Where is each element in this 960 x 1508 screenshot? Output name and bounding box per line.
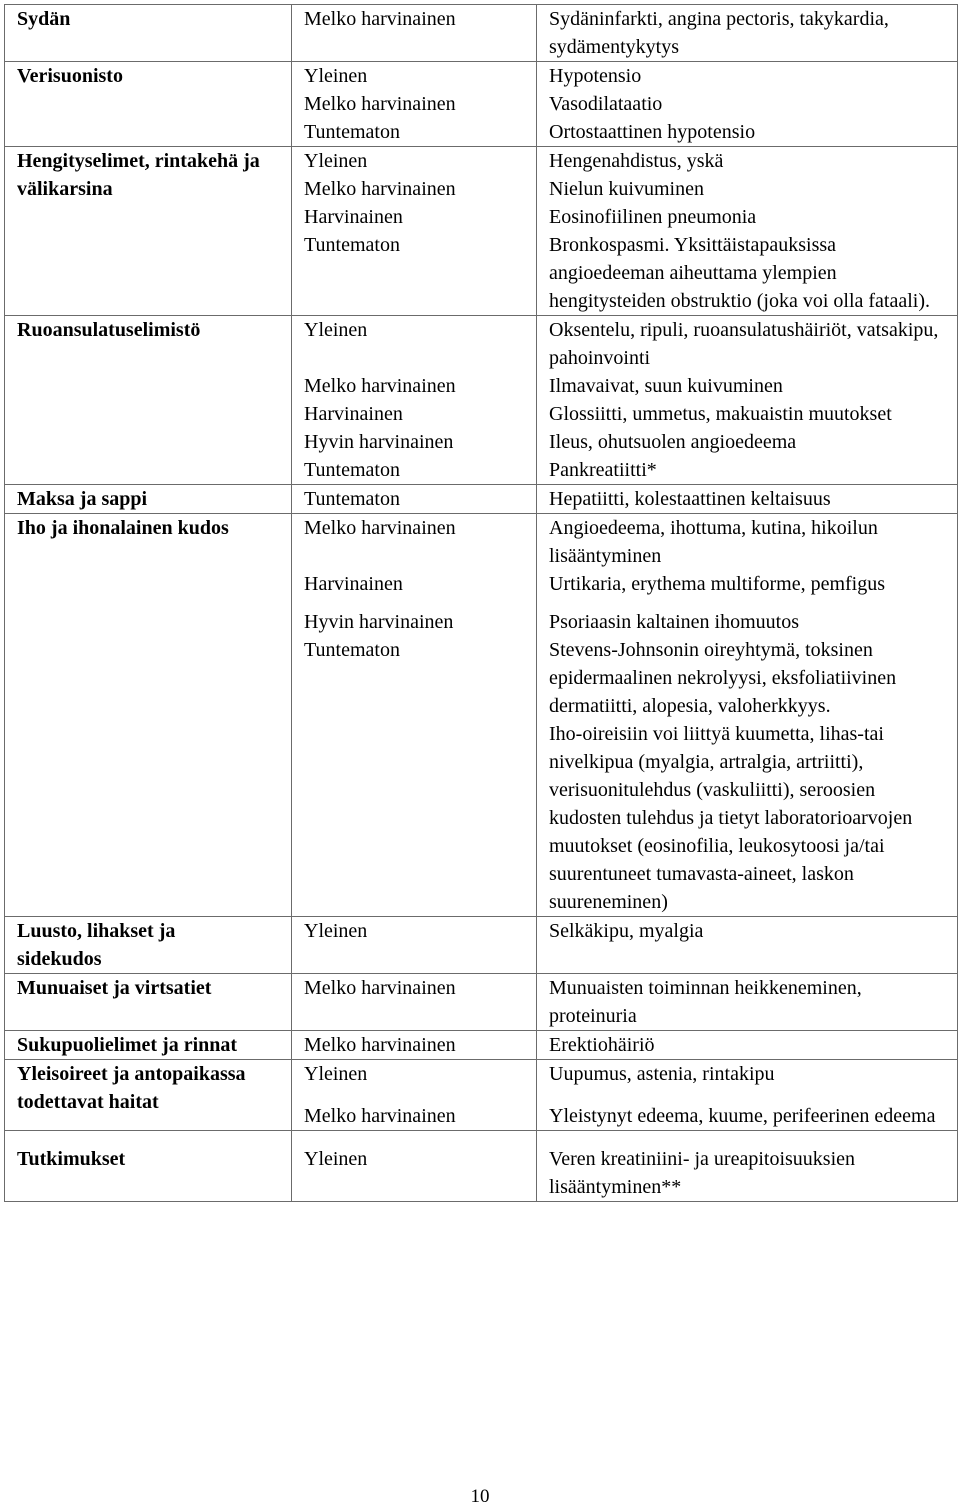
frequency-cell: Harvinainen	[292, 203, 537, 231]
effect-cell: Selkäkipu, myalgia	[537, 917, 958, 974]
effect-cell: Ileus, ohutsuolen angioedeema	[537, 428, 958, 456]
frequency-cell: Yleinen	[292, 62, 537, 91]
frequency-cell: Yleinen	[292, 1060, 537, 1103]
effect-cell	[537, 636, 958, 917]
organ-system-cell: Sukupuolielimet ja rinnat	[5, 1031, 292, 1060]
effect-cell: Hengenahdistus, yskä	[537, 147, 958, 176]
frequency-cell: Tuntematon	[292, 636, 537, 917]
adverse-effects-table	[4, 4, 958, 1202]
frequency-cell: Yleinen	[292, 1131, 537, 1202]
frequency-cell: Melko harvinainen	[292, 5, 537, 62]
effect-cell: Uupumus, astenia, rintakipu	[537, 1060, 958, 1103]
effect-cell: Nielun kuivuminen	[537, 175, 958, 203]
organ-system-cell: Hengityselimet, rintakehä ja välikarsina	[5, 147, 292, 316]
organ-system-cell: Iho ja ihonalainen kudos	[5, 514, 292, 917]
effect-cell: Bronkospasmi. Yksittäistapauksissa angioedeeman aiheuttama ylempien hengitysteiden obstruktio (joka voi olla fataali).	[537, 231, 958, 316]
table-row	[5, 5, 958, 62]
organ-system-cell: Luusto, lihakset ja sidekudos	[5, 917, 292, 974]
frequency-cell: Yleinen	[292, 147, 537, 176]
frequency-cell: Melko harvinainen	[292, 974, 537, 1031]
table-row	[5, 1031, 958, 1060]
table-row	[5, 62, 958, 91]
frequency-cell: Yleinen	[292, 917, 537, 974]
frequency-cell: Hyvin harvinainen	[292, 428, 537, 456]
table-row	[5, 974, 958, 1031]
frequency-cell: Harvinainen	[292, 400, 537, 428]
organ-system-cell: Munuaiset ja virtsatiet	[5, 974, 292, 1031]
frequency-cell: Tuntematon	[292, 485, 537, 514]
frequency-cell: Tuntematon	[292, 118, 537, 147]
organ-system-cell: Maksa ja sappi	[5, 485, 292, 514]
table-row	[5, 147, 958, 176]
effect-cell: Ortostaattinen hypotensio	[537, 118, 958, 147]
effect-cell: Hepatiitti, kolestaattinen keltaisuus	[537, 485, 958, 514]
effect-cell: Munuaisten toiminnan heikkeneminen, proteinuria	[537, 974, 958, 1031]
effect-cell: Glossiitti, ummetus, makuaistin muutokset	[537, 400, 958, 428]
frequency-cell: Melko harvinainen	[292, 175, 537, 203]
page-number: 10	[470, 1486, 490, 1507]
frequency-cell: Melko harvinainen	[292, 514, 537, 571]
effect-cell: Psoriaasin kaltainen ihomuutos	[537, 608, 958, 636]
table-row	[5, 316, 958, 373]
effect-note: Iho-oireisiin voi liittyä kuumetta, lihas-tai nivelkipua (myalgia, artralgia, artriitti), verisuonitulehdus (vaskuliitti), seroosien kudosten tulehdus ja tietyt laboratorioarvojen muutokset (eosinofilia, leukosytoosi ja/tai suurentuneet tumavasta-aineet, laskon suureneminen)	[549, 723, 913, 913]
table-row	[5, 514, 958, 571]
frequency-cell: Yleinen	[292, 316, 537, 373]
effect-cell: Urtikaria, erythema multiforme, pemfigus	[537, 570, 958, 608]
organ-system-cell: Yleisoireet ja antopaikassa todettavat haitat	[5, 1060, 292, 1131]
effect-cell: Veren kreatiniini- ja ureapitoisuuksien lisääntyminen**	[537, 1131, 958, 1202]
organ-system-cell: Verisuonisto	[5, 62, 292, 147]
effect-cell: Pankreatiitti*	[537, 456, 958, 485]
table-row	[5, 1060, 958, 1103]
effect-cell: Yleistynyt edeema, kuume, perifeerinen edeema	[537, 1102, 958, 1131]
frequency-cell: Melko harvinainen	[292, 90, 537, 118]
organ-system-cell: Sydän	[5, 5, 292, 62]
effect-cell: Ilmavaivat, suun kuivuminen	[537, 372, 958, 400]
frequency-cell: Tuntematon	[292, 456, 537, 485]
effect-cell: Oksentelu, ripuli, ruoansulatushäiriöt, vatsakipu, pahoinvointi	[537, 316, 958, 373]
frequency-cell: Melko harvinainen	[292, 1102, 537, 1131]
effect-text: Stevens-Johnsonin oireyhtymä, toksinen epidermaalinen nekrolyysi, eksfoliatiivinen dermatiitti, alopesia, valoherkkyys.	[549, 639, 897, 717]
effect-cell: Erektiohäiriö	[537, 1031, 958, 1060]
effect-cell: Eosinofiilinen pneumonia	[537, 203, 958, 231]
frequency-cell: Hyvin harvinainen	[292, 608, 537, 636]
effect-cell: Angioedeema, ihottuma, kutina, hikoilun lisääntyminen	[537, 514, 958, 571]
organ-system-cell: Ruoansulatuselimistö	[5, 316, 292, 485]
table-row	[5, 1131, 958, 1202]
effect-cell: Sydäninfarkti, angina pectoris, takykardia, sydämentykytys	[537, 5, 958, 62]
table-row	[5, 485, 958, 514]
frequency-cell: Melko harvinainen	[292, 1031, 537, 1060]
effect-cell: Vasodilataatio	[537, 90, 958, 118]
frequency-cell: Tuntematon	[292, 231, 537, 316]
frequency-cell: Melko harvinainen	[292, 372, 537, 400]
organ-system-cell: Tutkimukset	[5, 1131, 292, 1202]
frequency-cell: Harvinainen	[292, 570, 537, 608]
effect-cell: Hypotensio	[537, 62, 958, 91]
table-row	[5, 917, 958, 974]
